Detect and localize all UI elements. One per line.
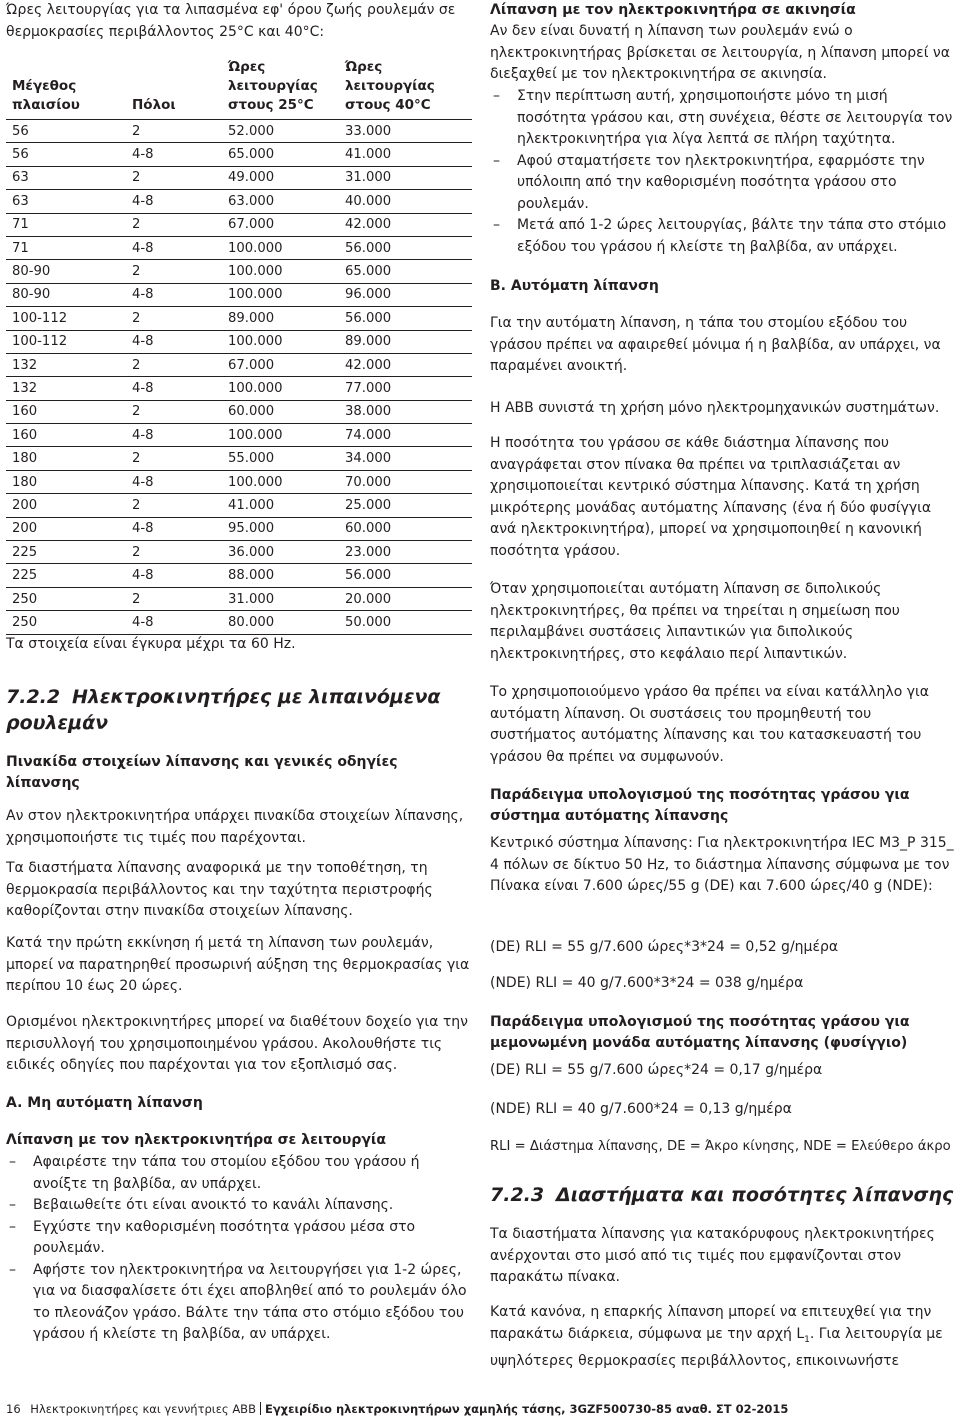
footer-divider bbox=[260, 1402, 261, 1415]
hours-25-cell: 100.000 bbox=[225, 283, 342, 306]
right-column bbox=[490, 0, 956, 1390]
frame-size-cell: 71 bbox=[6, 236, 129, 259]
hours-25-cell: 100.000 bbox=[225, 330, 342, 353]
frame-size-cell: 180 bbox=[6, 447, 129, 470]
frame-size-cell: 160 bbox=[6, 424, 129, 447]
frame-size-cell: 80-90 bbox=[6, 283, 129, 306]
hours-40-cell: 56.000 bbox=[342, 236, 472, 259]
idle-lubrication-intro: Αν δεν είναι δυνατή η λίπανση των ρουλεμάν ενώ ο ηλεκτροκινητήρας βρίσκεται σε λειτουργία, η λίπανση μπορεί να διεξαχθεί με τον ηλεκτροκινητήρα σε ακινησία. bbox=[490, 23, 950, 82]
poles-cell: 4-8 bbox=[129, 564, 225, 587]
paragraph-two-pole: Όταν χρησιμοποιείται αυτόματη λίπανση σε διπολικούς ηλεκτροκινητήρες, θα πρέπει να τηρείται η σημείωση που περιλαμβάνει συστάσεις λιπαντικών για διπολικούς ηλεκτροκινητήρες, στο κεφάλαιο περί λιπαντικών. bbox=[490, 581, 900, 662]
paragraph-intervals: Τα διαστήματα λίπανσης αναφορικά με την τοποθέτηση, τη θερμοκρασία περιβάλλοντος και την ταχύτητα περιστροφής καθορίζονται στην πινακίδα στοιχείων λίπανσης. bbox=[6, 860, 433, 919]
table-note: Τα στοιχεία είναι έγκυρα μέχρι τα 60 Hz. bbox=[6, 636, 296, 652]
poles-cell: 4-8 bbox=[129, 470, 225, 493]
l1-subscript: 1 bbox=[804, 1334, 810, 1345]
table-row bbox=[6, 517, 472, 540]
hours-40-cell: 40.000 bbox=[342, 190, 472, 213]
table-row bbox=[6, 494, 472, 517]
hours-25-cell: 52.000 bbox=[225, 120, 342, 143]
hours-40-cell: 42.000 bbox=[342, 213, 472, 236]
table-row bbox=[6, 190, 472, 213]
hours-40-cell: 41.000 bbox=[342, 143, 472, 166]
list-item: – Αφήστε τον ηλεκτροκινητήρα να λειτουργήσει για 1-2 ώρες, για να διασφαλίσετε ότι έχει αποβληθεί από το ρουλεμάν όλο το πλεονάζον γράσο. Βάλτε την τάπα στο στόμιο εξόδου του γράσου ή κλείστε τη βαλβίδα, αν υπάρχει. bbox=[6, 1260, 472, 1346]
header-hours-25: Ώρες λειτουργίας στους 25°C bbox=[225, 58, 342, 120]
example-central-de: (DE) RLI = 55 g/7.600 ώρες*3*24 = 0,52 g/ημέρα bbox=[490, 939, 839, 955]
hours-25-cell: 80.000 bbox=[225, 611, 342, 634]
frame-size-cell: 100-112 bbox=[6, 307, 129, 330]
table-row bbox=[6, 447, 472, 470]
hours-25-cell: 100.000 bbox=[225, 377, 342, 400]
abbreviations-legend: RLI = Διάστημα λίπανσης, DE = Άκρο κίνησης, NDE = Ελεύθερο άκρο bbox=[490, 1139, 951, 1154]
hours-25-cell: 89.000 bbox=[225, 307, 342, 330]
lubrication-plate-subheading: Πινακίδα στοιχείων λίπανσης και γενικές οδηγίες λίπανσης bbox=[6, 754, 398, 791]
header-poles: Πόλοι bbox=[129, 58, 225, 120]
hours-25-cell: 100.000 bbox=[225, 470, 342, 493]
poles-cell: 2 bbox=[129, 494, 225, 517]
paragraph-abb-recommends: Η ABB συνιστά τη χρήση μόνο ηλεκτρομηχανικών συστημάτων. bbox=[490, 400, 940, 416]
poles-cell: 4-8 bbox=[129, 143, 225, 166]
poles-cell: 2 bbox=[129, 213, 225, 236]
poles-cell: 2 bbox=[129, 166, 225, 189]
table-header-row bbox=[6, 58, 472, 120]
hours-25-cell: 100.000 bbox=[225, 424, 342, 447]
list-item: – Στην περίπτωση αυτή, χρησιμοποιήστε μόνο τη μισή ποσότητα γράσου και, στη συνέχεια, θέστε σε λειτουργία τον ηλεκτροκινητήρα για λίγα λεπτά σε πλήρη ταχύτητα. bbox=[490, 86, 956, 151]
table-row bbox=[6, 307, 472, 330]
paragraph-plate: Αν στον ηλεκτροκινητήρα υπάρχει πινακίδα στοιχείων λίπανσης, χρησιμοποιήστε τις τιμές που παρέχονται. bbox=[6, 808, 464, 846]
hours-25-cell: 49.000 bbox=[225, 166, 342, 189]
hours-40-cell: 70.000 bbox=[342, 470, 472, 493]
frame-size-cell: 56 bbox=[6, 120, 129, 143]
l1-text-a: Κατά κανόνα, η επαρκής λίπανση μπορεί να επιτευχθεί για την παρακάτω διάρκεια, σύμφωνα με την αρχή L bbox=[490, 1304, 932, 1342]
poles-cell: 4-8 bbox=[129, 236, 225, 259]
hours-25-cell: 63.000 bbox=[225, 190, 342, 213]
poles-cell: 2 bbox=[129, 260, 225, 283]
list-item: – Μετά από 1-2 ώρες λειτουργίας, βάλτε την τάπα στο στόμιο εξόδου του γράσου ή κλείστε τη βαλβίδα, αν υπάρχει. bbox=[490, 215, 956, 258]
hours-40-cell: 33.000 bbox=[342, 120, 472, 143]
hours-40-cell: 56.000 bbox=[342, 307, 472, 330]
running-lubrication-steps bbox=[6, 1152, 472, 1346]
paragraph-grease-quantity: Η ποσότητα του γράσου σε κάθε διάστημα λίπανσης που αναγράφεται στον πίνακα θα πρέπει να τριπλασιάζεται αν χρησιμοποιείται κεντρικό σύστημα λίπανσης. Κατά τη χρήση μικρότερης μονάδας αυτόματης λίπανσης (ένα ή δύο φυσίγγια ανά ηλεκτροκινητήρα), μπορεί να χρησιμοποιηθεί η κανονική ποσότητα γράσου. bbox=[490, 435, 932, 559]
paragraph-temperature: Κατά την πρώτη εκκίνηση ή μετά τη λίπανση των ρουλεμάν, μπορεί να παρατηρηθεί προσωρινή αύξηση της θερμοκρασίας για περίπου 10 έως 20 ώρες. bbox=[6, 935, 470, 994]
hours-25-cell: 41.000 bbox=[225, 494, 342, 517]
paragraph-l1-principle bbox=[490, 1302, 956, 1372]
hours-40-cell: 23.000 bbox=[342, 541, 472, 564]
example-central-heading: Παράδειγμα υπολογισμού της ποσότητας γράσου για σύστημα αυτόματης λίπανσης bbox=[490, 787, 910, 824]
hours-25-cell: 67.000 bbox=[225, 213, 342, 236]
hours-25-cell: 55.000 bbox=[225, 447, 342, 470]
frame-size-cell: 132 bbox=[6, 353, 129, 376]
table-row bbox=[6, 564, 472, 587]
l1-text-b: . Για λειτουργία με υψηλότερες θερμοκρασίες περιβάλλοντος, επικοινωνήστε bbox=[490, 1325, 943, 1369]
hours-40-cell: 20.000 bbox=[342, 587, 472, 610]
poles-cell: 4-8 bbox=[129, 424, 225, 447]
table-body bbox=[6, 120, 472, 635]
hours-40-cell: 89.000 bbox=[342, 330, 472, 353]
frame-size-cell: 80-90 bbox=[6, 260, 129, 283]
hours-40-cell: 77.000 bbox=[342, 377, 472, 400]
footer-right-text: Εγχειρίδιο ηλεκτροκινητήρων χαμηλής τάσης, 3GZF500730-85 αναθ. ΣΤ 02-2015 bbox=[264, 1402, 789, 1416]
header-frame-size: Μέγεθος πλαισίου bbox=[6, 58, 129, 120]
hours-25-cell: 88.000 bbox=[225, 564, 342, 587]
example-central-text: Κεντρικό σύστημα λίπανσης: Για ηλεκτροκινητήρα IEC M3_P 315_ 4 πόλων σε δίκτυο 50 Hz, το διάστημα λίπανσης σύμφωνα με τον Πίνακα είναι 7.600 ώρες/55 g (DE) και 7.600 ώρες/40 g (NDE): bbox=[490, 835, 954, 894]
poles-cell: 2 bbox=[129, 353, 225, 376]
hours-40-cell: 74.000 bbox=[342, 424, 472, 447]
table-row bbox=[6, 400, 472, 423]
section-number: 7.2.3 bbox=[490, 1184, 545, 1206]
poles-cell: 2 bbox=[129, 447, 225, 470]
list-item: – Εγχύστε την καθορισμένη ποσότητα γράσου μέσα στο ρουλεμάν. bbox=[6, 1217, 472, 1260]
table-row bbox=[6, 260, 472, 283]
table-row bbox=[6, 470, 472, 493]
hours-40-cell: 38.000 bbox=[342, 400, 472, 423]
hours-40-cell: 25.000 bbox=[342, 494, 472, 517]
poles-cell: 4-8 bbox=[129, 377, 225, 400]
idle-lubrication-steps bbox=[490, 86, 956, 258]
table-intro: Ώρες λειτουργίας για τα λιπασμένα εφ' όρου ζωής ρουλεμάν σε θερμοκρασίες περιβάλλοντος 25°C και 40°C: bbox=[6, 2, 456, 40]
list-item: – Αφαιρέστε την τάπα του στομίου εξόδου του γράσου ή ανοίξτε τη βαλβίδα, αν υπάρχει. bbox=[6, 1152, 472, 1195]
hours-40-cell: 56.000 bbox=[342, 564, 472, 587]
poles-cell: 4-8 bbox=[129, 190, 225, 213]
hours-25-cell: 100.000 bbox=[225, 260, 342, 283]
section-title: Ηλεκτροκινητήρες με λιπαινόμενα ρουλεμάν bbox=[6, 686, 441, 734]
table-row bbox=[6, 143, 472, 166]
paragraph-vertical-motors: Τα διαστήματα λίπανσης για κατακόρυφους ηλεκτροκινητήρες ανέρχονται στο μισό από τις τιμές που εμφανίζονται στον παρακάτω πίνακα. bbox=[490, 1226, 935, 1285]
list-item: – Βεβαιωθείτε ότι είναι ανοικτό το κανάλι λίπανσης. bbox=[6, 1195, 472, 1217]
section-7-2-2-heading bbox=[6, 684, 472, 736]
running-lubrication-heading: Λίπανση με τον ηλεκτροκινητήρα σε λειτουργία bbox=[6, 1132, 386, 1148]
poles-cell: 2 bbox=[129, 587, 225, 610]
page-footer bbox=[6, 1402, 956, 1416]
hours-25-cell: 31.000 bbox=[225, 587, 342, 610]
table-row bbox=[6, 377, 472, 400]
frame-size-cell: 250 bbox=[6, 587, 129, 610]
table-row bbox=[6, 541, 472, 564]
frame-size-cell: 56 bbox=[6, 143, 129, 166]
poles-cell: 4-8 bbox=[129, 330, 225, 353]
hours-40-cell: 65.000 bbox=[342, 260, 472, 283]
automatic-lubrication-heading: B. Αυτόματη λίπανση bbox=[490, 278, 659, 294]
section-7-2-3-heading bbox=[490, 1182, 956, 1208]
paragraph-suitable-grease: Το χρησιμοποιούμενο γράσο θα πρέπει να είναι κατάλληλο για αυτόματη λίπανση. Οι συστάσεις του προμηθευτή του συστήματος αυτόματης λίπανσης και του κατασκευαστή του γράσου θα πρέπει να συμφωνούν. bbox=[490, 684, 929, 765]
example-central-nde: (NDE) RLI = 40 g/7.600*3*24 = 038 g/ημέρα bbox=[490, 975, 804, 991]
frame-size-cell: 200 bbox=[6, 494, 129, 517]
frame-size-cell: 200 bbox=[6, 517, 129, 540]
poles-cell: 2 bbox=[129, 541, 225, 564]
paragraph-grease-container: Ορισμένοι ηλεκτροκινητήρες μπορεί να διαθέτουν δοχείο για την περισυλλογή του χρησιμοποιημένου γράσου. Ακολουθήστε τις ειδικές οδηγίες που παρέχονται για τον εξοπλισμό σας. bbox=[6, 1014, 468, 1073]
poles-cell: 2 bbox=[129, 307, 225, 330]
hours-25-cell: 36.000 bbox=[225, 541, 342, 564]
hours-25-cell: 100.000 bbox=[225, 236, 342, 259]
example-single-de: (DE) RLI = 55 g/7.600 ώρες*24 = 0,17 g/ημέρα bbox=[490, 1062, 823, 1078]
hours-25-cell: 65.000 bbox=[225, 143, 342, 166]
list-item: – Αφού σταματήσετε τον ηλεκτροκινητήρα, εφαρμόστε την υπόλοιπη από την καθορισμένη ποσότητα γράσου στο ρουλεμάν. bbox=[490, 151, 956, 216]
poles-cell: 4-8 bbox=[129, 611, 225, 634]
section-title: Διαστήματα και ποσότητες λίπανσης bbox=[556, 1184, 954, 1206]
table-row bbox=[6, 213, 472, 236]
poles-cell: 2 bbox=[129, 400, 225, 423]
hours-25-cell: 95.000 bbox=[225, 517, 342, 540]
poles-cell: 4-8 bbox=[129, 283, 225, 306]
frame-size-cell: 180 bbox=[6, 470, 129, 493]
frame-size-cell: 63 bbox=[6, 190, 129, 213]
frame-size-cell: 225 bbox=[6, 541, 129, 564]
footer-left-text: Ηλεκτροκινητήρες και γεννήτριες ABB bbox=[30, 1402, 256, 1416]
frame-size-cell: 100-112 bbox=[6, 330, 129, 353]
hours-40-cell: 34.000 bbox=[342, 447, 472, 470]
hours-40-cell: 31.000 bbox=[342, 166, 472, 189]
example-single-nde: (NDE) RLI = 40 g/7.600*24 = 0,13 g/ημέρα bbox=[490, 1101, 792, 1117]
frame-size-cell: 63 bbox=[6, 166, 129, 189]
table-row bbox=[6, 424, 472, 447]
table-row bbox=[6, 587, 472, 610]
table-row bbox=[6, 236, 472, 259]
table-row bbox=[6, 120, 472, 143]
frame-size-cell: 71 bbox=[6, 213, 129, 236]
hours-40-cell: 42.000 bbox=[342, 353, 472, 376]
frame-size-cell: 132 bbox=[6, 377, 129, 400]
frame-size-cell: 225 bbox=[6, 564, 129, 587]
table-row bbox=[6, 611, 472, 634]
table-row bbox=[6, 283, 472, 306]
table-row bbox=[6, 166, 472, 189]
hours-40-cell: 96.000 bbox=[342, 283, 472, 306]
paragraph-auto-plug: Για την αυτόματη λίπανση, η τάπα του στομίου εξόδου του γράσου πρέπει να αφαιρεθεί μόνιμα ή η βαλβίδα, αν υπάρχει, να παραμένει ανοικτή. bbox=[490, 315, 941, 374]
poles-cell: 2 bbox=[129, 120, 225, 143]
page-number: 16 bbox=[6, 1402, 21, 1416]
left-column bbox=[6, 0, 472, 1390]
lubrication-hours-table bbox=[6, 58, 472, 635]
table-row bbox=[6, 353, 472, 376]
table-row bbox=[6, 330, 472, 353]
example-single-heading: Παράδειγμα υπολογισμού της ποσότητας γράσου για μεμονωμένη μονάδα αυτόματης λίπανσης (φυσίγγιο) bbox=[490, 1014, 910, 1051]
manual-lubrication-heading: A. Μη αυτόματη λίπανση bbox=[6, 1095, 203, 1111]
poles-cell: 4-8 bbox=[129, 517, 225, 540]
frame-size-cell: 160 bbox=[6, 400, 129, 423]
header-hours-40: Ώρες λειτουργίας στους 40°C bbox=[342, 58, 472, 120]
idle-lubrication-heading: Λίπανση με τον ηλεκτροκινητήρα σε ακινησία bbox=[490, 2, 856, 18]
hours-25-cell: 67.000 bbox=[225, 353, 342, 376]
hours-25-cell: 60.000 bbox=[225, 400, 342, 423]
hours-40-cell: 50.000 bbox=[342, 611, 472, 634]
hours-40-cell: 60.000 bbox=[342, 517, 472, 540]
frame-size-cell: 250 bbox=[6, 611, 129, 634]
section-number: 7.2.2 bbox=[6, 686, 61, 708]
